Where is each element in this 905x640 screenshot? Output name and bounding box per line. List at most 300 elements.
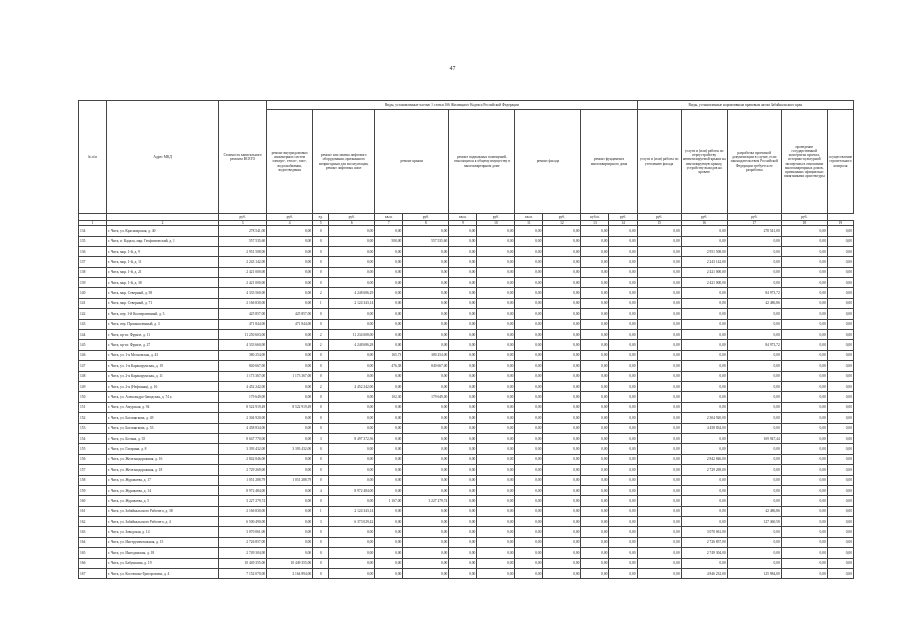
row-cell: 0,00 — [477, 444, 515, 454]
row-cell: 0,00 — [609, 236, 637, 246]
row-cell: 0,00 — [637, 527, 681, 537]
row-cell: 0,00 — [781, 527, 827, 537]
row-cell: 0,00 — [267, 226, 313, 236]
row-cell: 0,00 — [727, 371, 781, 381]
row-cell: 0 — [313, 475, 329, 485]
row-cell: 0,00 — [727, 381, 781, 391]
row-cell: 0,00 — [609, 381, 637, 391]
row-cell: 0,00 — [581, 423, 609, 433]
row-cell: 0,00 — [375, 381, 403, 391]
row-cell: 380 254,00 — [403, 350, 449, 360]
row-number: 153 — [79, 423, 107, 433]
row-cell: 0,00 — [267, 278, 313, 288]
row-cell: 0,00 — [637, 236, 681, 246]
row-cell: 0,00 — [449, 402, 477, 412]
row-cell: 0,00 — [267, 330, 313, 340]
row-cell: 0,00 — [609, 278, 637, 288]
table-row — [79, 381, 854, 391]
row-cell: 0,00 — [781, 423, 827, 433]
row-cell: 0,00 — [727, 330, 781, 340]
row-cell: 179 649,00 — [219, 392, 267, 402]
column-number-cell: 17 — [727, 221, 781, 226]
row-cell: 0,00 — [403, 267, 449, 277]
row-number: 157 — [79, 465, 107, 475]
row-address: г. Чита, ул. 1-я Каракорумская, д. 19 — [107, 361, 219, 371]
row-cell: 4 846 232,00 — [681, 569, 727, 579]
row-cell: 0,00 — [827, 475, 853, 485]
row-cell: 0,00 — [329, 527, 375, 537]
row-cell: 11 250 603,00 — [219, 330, 267, 340]
row-cell: 0,00 — [581, 465, 609, 475]
row-cell: 0,00 — [267, 288, 313, 298]
row-cell: 0,00 — [267, 381, 313, 391]
row-cell: 0,00 — [727, 413, 781, 423]
row-cell: 0,00 — [781, 278, 827, 288]
table-row — [79, 527, 854, 537]
row-cell: 0,00 — [403, 288, 449, 298]
row-address: г. Чита, ул. Александро-Заводская, д. 74 а — [107, 392, 219, 402]
row-cell: 0,00 — [827, 267, 853, 277]
row-cell: 0,00 — [681, 485, 727, 495]
table-row — [79, 537, 854, 547]
row-cell: 0,00 — [375, 340, 403, 350]
row-cell: 0,00 — [477, 257, 515, 267]
row-number: 167 — [79, 569, 107, 579]
row-cell: 0,00 — [827, 517, 853, 527]
row-cell: 0,00 — [329, 496, 375, 506]
row-cell: 0,00 — [515, 423, 543, 433]
row-cell: 0,00 — [727, 527, 781, 537]
row-cell: 0,00 — [329, 350, 375, 360]
row-cell: 0,00 — [477, 517, 515, 527]
row-cell: 0,00 — [609, 309, 637, 319]
row-cell: 0,00 — [581, 246, 609, 256]
row-cell: 0,00 — [329, 558, 375, 568]
row-cell: 0,00 — [477, 433, 515, 443]
table-row — [79, 517, 854, 527]
row-cell: 0,00 — [637, 537, 681, 547]
row-cell: 2 726 857,00 — [219, 537, 267, 547]
row-cell: 0,00 — [267, 267, 313, 277]
row-cell: 0,00 — [609, 371, 637, 381]
row-cell: 0,00 — [781, 569, 827, 579]
row-cell: 0,00 — [403, 330, 449, 340]
row-cell: 0,00 — [543, 288, 581, 298]
row-cell: 0,00 — [681, 236, 727, 246]
row-cell: 0,00 — [681, 309, 727, 319]
row-cell: 0,00 — [781, 226, 827, 236]
row-cell: 0,00 — [449, 298, 477, 308]
column-number-cell: 15 — [637, 221, 681, 226]
table-row — [79, 558, 854, 568]
table-row — [79, 465, 854, 475]
row-number: 160 — [79, 496, 107, 506]
row-cell: 0,00 — [781, 288, 827, 298]
row-cell: 0,00 — [477, 402, 515, 412]
header-group-housing: Виды, установленные частью 1 статьи 166 Жилищного Кодекса Российской Федерации — [267, 101, 637, 110]
unit-cell: ед. — [313, 214, 329, 221]
row-address: г. Чита, мкр. 1-й, д. 11 — [107, 257, 219, 267]
row-address: г. Чита, ул. Красноярская, д. 40 — [107, 226, 219, 236]
row-cell: 0,00 — [727, 246, 781, 256]
row-cell: 0,00 — [581, 226, 609, 236]
row-cell: 0,00 — [375, 402, 403, 412]
row-number: 137 — [79, 257, 107, 267]
row-cell: 0,00 — [515, 236, 543, 246]
row-cell: 2 124 343,14 — [329, 506, 375, 516]
row-cell: 0,00 — [681, 433, 727, 443]
table-row — [79, 444, 854, 454]
row-cell: 4 452 242,00 — [219, 381, 267, 391]
row-cell: 0,00 — [515, 309, 543, 319]
row-cell: 0,00 — [515, 226, 543, 236]
table-row — [79, 278, 854, 288]
row-cell: 0,00 — [727, 423, 781, 433]
column-number-cell: 8 — [403, 221, 449, 226]
row-cell: 0,00 — [449, 506, 477, 516]
table-row — [79, 330, 854, 340]
row-cell: 0,00 — [543, 361, 581, 371]
row-cell: 0,00 — [477, 558, 515, 568]
row-cell: 0,00 — [827, 246, 853, 256]
row-number: 141 — [79, 298, 107, 308]
row-cell: 0,00 — [515, 392, 543, 402]
row-cell: 0,00 — [581, 371, 609, 381]
row-cell: 0,00 — [581, 288, 609, 298]
row-cell: 0,00 — [449, 558, 477, 568]
table-row — [79, 392, 854, 402]
row-cell: 476,38 — [375, 361, 403, 371]
row-cell: 0,00 — [515, 496, 543, 506]
row-cell: 0,00 — [329, 475, 375, 485]
row-cell: 3 393 432,00 — [267, 444, 313, 454]
row-cell: 0,00 — [329, 226, 375, 236]
unit-cell: руб. — [781, 214, 827, 221]
row-address: г. Чита, ул. Журавлева, д. 5 — [107, 496, 219, 506]
row-cell: 0,00 — [637, 433, 681, 443]
row-number: 140 — [79, 288, 107, 298]
row-cell: 0,00 — [827, 548, 853, 558]
row-cell: 4 333 660,00 — [219, 340, 267, 350]
row-cell: 0,00 — [375, 527, 403, 537]
row-cell: 0,00 — [781, 444, 827, 454]
row-address: г. Чита, ул. Амурская, д. 94 — [107, 402, 219, 412]
row-cell: 0 — [313, 392, 329, 402]
row-number: 139 — [79, 278, 107, 288]
row-number: 144 — [79, 330, 107, 340]
row-cell: 1 — [313, 298, 329, 308]
row-cell: 0,00 — [477, 226, 515, 236]
header-control: осуществление строительного контроля — [827, 110, 853, 214]
table-row — [79, 402, 854, 412]
row-cell: 0,00 — [477, 537, 515, 547]
row-cell: 2 842 846,00 — [681, 454, 727, 464]
row-number: 163 — [79, 527, 107, 537]
header-total: Стоимость капитального ремонта ВСЕГО — [219, 101, 267, 214]
table-row — [79, 350, 854, 360]
row-cell: 0,00 — [477, 330, 515, 340]
row-cell: 0,00 — [581, 548, 609, 558]
row-cell: 2 729 269,00 — [219, 465, 267, 475]
row-cell: 0,00 — [609, 569, 637, 579]
row-cell: 0,00 — [267, 423, 313, 433]
row-address: г. Чита, пр-кт. Фрунзе, д. 11 — [107, 330, 219, 340]
table-row — [79, 569, 854, 579]
row-cell: 0,00 — [727, 309, 781, 319]
row-cell: 840 667,00 — [219, 361, 267, 371]
row-cell: 3 — [313, 517, 329, 527]
row-cell: 2 749 304,00 — [681, 548, 727, 558]
row-cell: 0,00 — [375, 226, 403, 236]
column-number-cell: 3 — [219, 221, 267, 226]
row-cell: 2 124 343,14 — [329, 298, 375, 308]
row-cell: 0,00 — [449, 371, 477, 381]
row-cell: 0,00 — [781, 350, 827, 360]
row-cell: 0,00 — [781, 371, 827, 381]
row-cell: 125 984,00 — [727, 569, 781, 579]
table-row — [79, 340, 854, 350]
row-cell: 0,00 — [827, 423, 853, 433]
row-cell: 0,00 — [727, 392, 781, 402]
row-cell: 0,00 — [609, 527, 637, 537]
row-cell: 1 167,00 — [375, 496, 403, 506]
table-row — [79, 371, 854, 381]
row-cell: 2 166 830,00 — [219, 298, 267, 308]
row-address: г. Чита, ул. 2-я Каракорумская, д. 11 — [107, 371, 219, 381]
row-cell: 0,00 — [449, 319, 477, 329]
row-cell: 0,00 — [515, 371, 543, 381]
row-cell: 0,00 — [681, 288, 727, 298]
row-cell: 0,00 — [267, 433, 313, 443]
row-cell: 840 667,00 — [403, 361, 449, 371]
row-cell: 0,00 — [681, 226, 727, 236]
row-cell: 8 497 372,56 — [329, 433, 375, 443]
row-cell: 0,00 — [781, 246, 827, 256]
row-cell: 0,00 — [477, 475, 515, 485]
row-cell: 0,00 — [543, 506, 581, 516]
row-cell: 0,00 — [515, 465, 543, 475]
row-cell: 0,00 — [403, 485, 449, 495]
row-cell: 0,00 — [637, 475, 681, 485]
row-cell: 0,00 — [403, 381, 449, 391]
row-cell: 0,00 — [781, 381, 827, 391]
row-cell: 0,00 — [637, 569, 681, 579]
row-cell: 0,00 — [449, 392, 477, 402]
row-cell: 0,00 — [515, 454, 543, 464]
row-cell: 0,00 — [375, 548, 403, 558]
row-address: г. Чита, ул. Ингодинская, д. 18 — [107, 548, 219, 558]
row-cell: 0,00 — [329, 267, 375, 277]
row-cell: 0,00 — [403, 548, 449, 558]
row-cell: 0,00 — [581, 517, 609, 527]
row-number: 156 — [79, 454, 107, 464]
row-number: 145 — [79, 340, 107, 350]
row-cell: 0,00 — [375, 309, 403, 319]
row-cell: 0,00 — [581, 444, 609, 454]
table-row — [79, 267, 854, 277]
row-number: 161 — [79, 506, 107, 516]
row-cell: 0,00 — [477, 309, 515, 319]
row-cell: 0,00 — [581, 257, 609, 267]
row-cell: 0,00 — [329, 257, 375, 267]
row-cell: 0,00 — [477, 340, 515, 350]
table-row — [79, 496, 854, 506]
row-cell: 0,00 — [329, 537, 375, 547]
row-cell: 0,00 — [681, 475, 727, 485]
row-cell: 0,00 — [449, 309, 477, 319]
row-cell: 0,00 — [827, 454, 853, 464]
unit-cell: кв.м. — [375, 214, 403, 221]
row-cell: 0,00 — [727, 496, 781, 506]
table-row — [79, 309, 854, 319]
row-address: г. Чита, пр-кт. Фрунзе, д. 27 — [107, 340, 219, 350]
row-cell: 0,00 — [477, 278, 515, 288]
row-cell: 0,00 — [609, 298, 637, 308]
table-row — [79, 413, 854, 423]
table-row — [79, 236, 854, 246]
row-cell: 0,00 — [637, 340, 681, 350]
row-cell: 2 — [313, 381, 329, 391]
row-cell: 0,00 — [781, 537, 827, 547]
row-cell: 0,00 — [449, 278, 477, 288]
row-cell: 0 — [313, 496, 329, 506]
row-cell: 0,00 — [267, 257, 313, 267]
row-cell: 0,00 — [827, 537, 853, 547]
row-cell: 0,00 — [727, 558, 781, 568]
row-cell: 0 — [313, 402, 329, 412]
row-address: г. Чита, ул. Журавлева, д. 17 — [107, 475, 219, 485]
row-cell: 0,00 — [375, 465, 403, 475]
row-cell: 0,00 — [637, 371, 681, 381]
row-cell: 0,00 — [543, 340, 581, 350]
row-cell: 0,00 — [609, 392, 637, 402]
row-number: 152 — [79, 413, 107, 423]
row-cell: 0,00 — [827, 371, 853, 381]
row-cell: 0,00 — [637, 330, 681, 340]
row-cell: 0,00 — [637, 246, 681, 256]
row-cell: 0,00 — [449, 433, 477, 443]
row-cell: 0,00 — [581, 485, 609, 495]
row-cell: 0,00 — [681, 496, 727, 506]
row-cell: 0,00 — [543, 517, 581, 527]
row-cell: 0,00 — [477, 569, 515, 579]
row-address: г. Чита, мкр. 1-й, д. 38 — [107, 278, 219, 288]
row-cell: 3 393 432,00 — [219, 444, 267, 454]
row-cell: 0,00 — [727, 485, 781, 495]
row-cell: 0,00 — [375, 330, 403, 340]
row-cell: 0,00 — [329, 371, 375, 381]
row-cell: 0,00 — [543, 226, 581, 236]
row-cell: 425 857,00 — [219, 309, 267, 319]
row-cell: 0,00 — [267, 537, 313, 547]
row-number: 165 — [79, 548, 107, 558]
row-cell: 0 — [313, 361, 329, 371]
row-cell: 0,00 — [681, 381, 727, 391]
row-cell: 0,00 — [449, 485, 477, 495]
row-address: г. Чита, мкр. Северный, д. 58 — [107, 288, 219, 298]
row-cell: 0,00 — [449, 569, 477, 579]
row-cell: 0,00 — [515, 288, 543, 298]
row-cell: 0,00 — [543, 496, 581, 506]
row-cell: 0,00 — [827, 496, 853, 506]
row-cell: 0,00 — [449, 257, 477, 267]
row-cell: 0,00 — [375, 288, 403, 298]
column-number-cell: 14 — [609, 221, 637, 226]
row-cell: 0,00 — [681, 402, 727, 412]
row-cell: 0,00 — [449, 267, 477, 277]
row-cell: 0,00 — [267, 465, 313, 475]
row-cell: 0,00 — [329, 402, 375, 412]
table-row — [79, 298, 854, 308]
row-cell: 2 — [313, 340, 329, 350]
row-cell: 8 522 919,49 — [267, 402, 313, 412]
row-number: 151 — [79, 402, 107, 412]
page-number: 47 — [449, 66, 456, 72]
header-expertise: проведение государственной экспертизы проекта, историко-культурной экспертизы в отношении многоквартирных домов, признанных официально памятниками архитектуры — [781, 110, 827, 214]
row-cell: 0,00 — [727, 257, 781, 267]
column-number-cell: 7 — [375, 221, 403, 226]
row-address: г. Чита, п. Кадала, мкр. Геофизический, д. 1 — [107, 236, 219, 246]
row-cell: 0,00 — [329, 236, 375, 246]
row-cell: 0,00 — [827, 558, 853, 568]
row-cell: 0,00 — [609, 350, 637, 360]
row-cell: 0,00 — [515, 548, 543, 558]
row-cell: 0,00 — [609, 433, 637, 443]
row-cell: 0,00 — [827, 278, 853, 288]
unit-cell: руб. — [609, 214, 637, 221]
row-cell: 0,00 — [375, 319, 403, 329]
row-cell: 2 421 000,00 — [681, 267, 727, 277]
row-cell: 380 254,00 — [219, 350, 267, 360]
row-cell: 0,00 — [781, 465, 827, 475]
row-cell: 1 051 288,79 — [219, 475, 267, 485]
row-cell: 0,00 — [449, 517, 477, 527]
row-cell: 0,00 — [543, 433, 581, 443]
row-cell: 0,00 — [543, 569, 581, 579]
row-cell: 0,00 — [581, 350, 609, 360]
row-cell: 2 166 830,00 — [219, 506, 267, 516]
row-cell: 0,00 — [267, 548, 313, 558]
row-cell: 2 — [313, 330, 329, 340]
row-cell: 2 304 920,00 — [681, 413, 727, 423]
row-cell: 0,00 — [329, 444, 375, 454]
row-cell: 0,00 — [477, 267, 515, 277]
row-cell: 0,00 — [727, 278, 781, 288]
row-cell: 0,00 — [403, 444, 449, 454]
row-cell: 0,00 — [609, 506, 637, 516]
row-cell: 0,00 — [581, 298, 609, 308]
row-cell: 0 — [313, 309, 329, 319]
row-cell: 8 972 484,00 — [219, 485, 267, 495]
row-cell: 0,00 — [329, 246, 375, 256]
row-cell: 0,00 — [403, 413, 449, 423]
row-cell: 0,00 — [543, 444, 581, 454]
row-cell: 425 857,00 — [267, 309, 313, 319]
row-cell: 0,00 — [609, 226, 637, 236]
row-cell: 0,00 — [609, 246, 637, 256]
row-cell: 0,00 — [267, 485, 313, 495]
row-cell: 0,00 — [637, 465, 681, 475]
row-address: г. Чита, ул. Инструментальная, д. 15 — [107, 537, 219, 547]
row-cell: 2 749 304,00 — [219, 548, 267, 558]
row-cell: 2 726 857,00 — [681, 537, 727, 547]
row-cell: 0,00 — [449, 475, 477, 485]
row-cell: 0,00 — [449, 496, 477, 506]
row-cell: 0,00 — [267, 298, 313, 308]
row-cell: 0,00 — [515, 350, 543, 360]
row-cell: 0,00 — [543, 298, 581, 308]
row-cell: 0,00 — [637, 309, 681, 319]
